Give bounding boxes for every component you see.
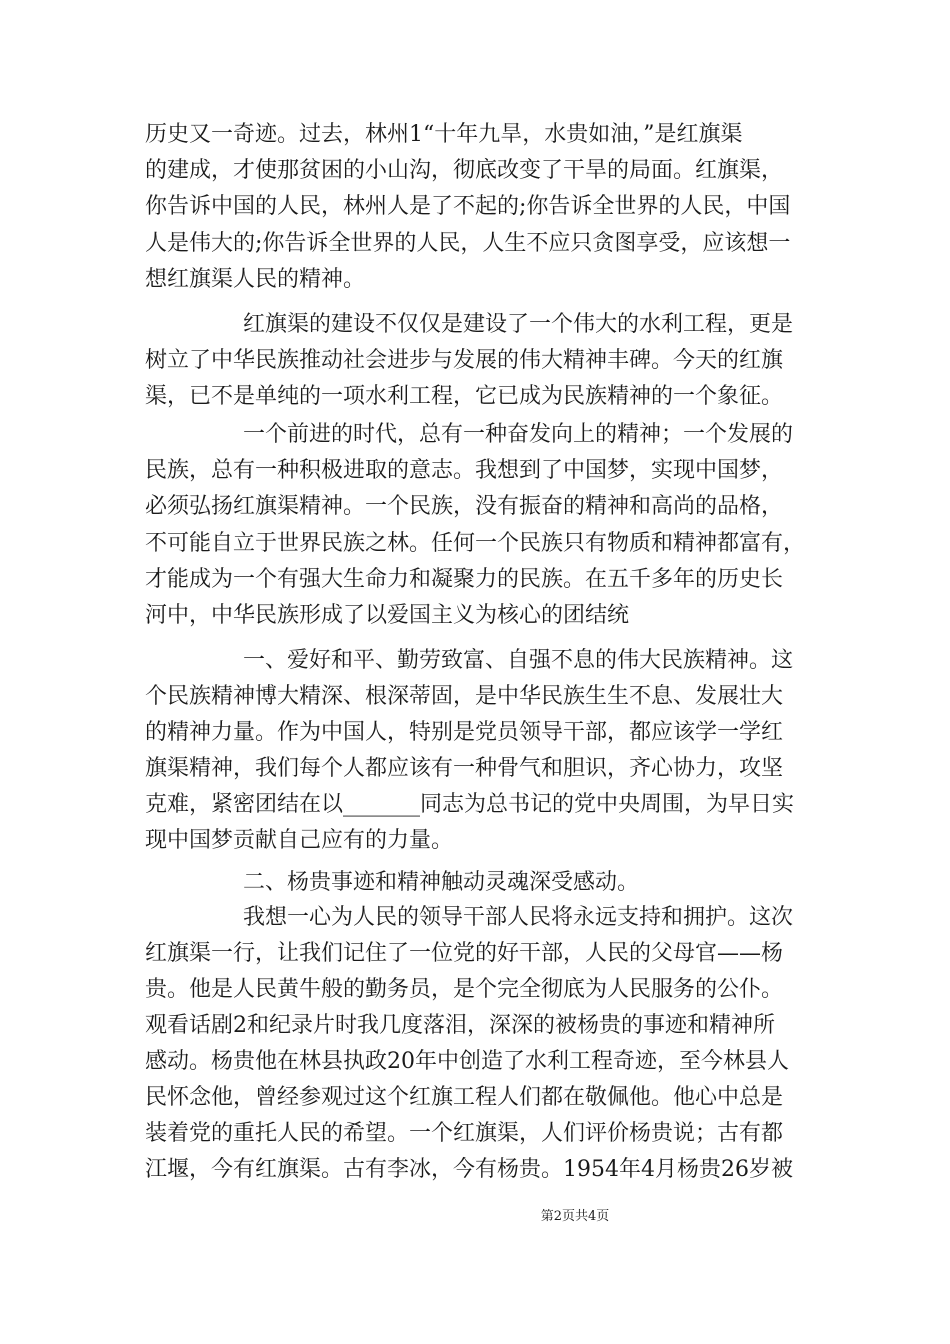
text-line: 一、爱好和平、勤劳致富、自强不息的伟大民族精神。这	[243, 648, 794, 673]
text-line: 红旗渠的建设不仅仅是建设了一个伟大的水利工程，更是	[243, 312, 794, 337]
text-line: 你告诉中国的人民，林州人是了不起的;你告诉全世界的人民，中国	[145, 194, 791, 219]
text-line: 民怀念他，曾经参观过这个红旗工程人们都在敬佩他。他心中总是	[145, 1085, 784, 1110]
text-line: 想红旗渠人民的精神。	[145, 267, 366, 292]
text-line: 的建成，才使那贫困的小山沟，彻底改变了干旱的局面。红旗渠，	[145, 158, 784, 183]
text-line: 树立了中华民族推动社会进步与发展的伟大精神丰碑。今天的红旗	[145, 348, 784, 373]
page-footer: 第2页共4页	[540, 1209, 610, 1224]
text-line: 人是伟大的;你告诉全世界的人民，人生不应只贪图享受，应该想一	[145, 231, 791, 256]
text-line: 不可能自立于世界民族之林。任何一个民族只有物质和精神都富有，	[145, 531, 806, 556]
text-line: 的精神力量。作为中国人，特别是党员领导干部，都应该学一学红	[145, 720, 784, 745]
text-line: 观看话剧2和纪录片时我几度落泪，深深的被杨贵的事迹和精神所	[145, 1013, 775, 1038]
text-line: 装着党的重托人民的希望。一个红旗渠，人们评价杨贵说；古有都	[145, 1121, 784, 1146]
text-line: 克难，紧密团结在以_______同志为总书记的党中央周围，为早日实	[145, 792, 795, 817]
text-line: 贵。他是人民黄牛般的勤务员，是个完全彻底为人民服务的公仆。	[145, 977, 784, 1002]
text-line: 现中国梦贡献自己应有的力量。	[145, 828, 454, 853]
text-line: 才能成为一个有强大生命力和凝聚力的民族。在五千多年的历史长	[145, 567, 784, 592]
text-line: 江堰，今有红旗渠。古有李冰，今有杨贵。1954年4月杨贵26岁被	[145, 1157, 793, 1182]
text-line: 历史又一奇迹。过去，林州1“十年九旱，水贵如油，”是红旗渠	[145, 122, 743, 147]
text-line: 民族，总有一种积极进取的意志。我想到了中国梦，实现中国梦，	[145, 458, 784, 483]
text-line: 我想一心为人民的领导干部人民将永远支持和拥护。这次	[243, 905, 794, 930]
text-line: 感动。杨贵他在林县执政20年中创造了水利工程奇迹，至今林县人	[145, 1049, 789, 1074]
text-line: 旗渠精神，我们每个人都应该有一种骨气和胆识，齐心协力，攻坚	[145, 756, 784, 781]
text-line: 个民族精神博大精深、根深蒂固，是中华民族生生不息、发展壮大	[145, 684, 784, 709]
text-line: 红旗渠一行，让我们记住了一位党的好干部，人民的父母官——杨	[145, 941, 784, 966]
text-line: 一个前进的时代，总有一种奋发向上的精神；一个发展的	[243, 422, 794, 447]
text-line: 渠，已不是单纯的一项水利工程，它已成为民族精神的一个象征。	[145, 384, 784, 409]
text-line: 必须弘扬红旗渠精神。一个民族，没有振奋的精神和高尚的品格，	[145, 494, 784, 519]
text-line: 二、杨贵事迹和精神触动灵魂深受感动。	[243, 870, 640, 895]
text-line: 河中，中华民族形成了以爱国主义为核心的团结统	[145, 603, 630, 628]
